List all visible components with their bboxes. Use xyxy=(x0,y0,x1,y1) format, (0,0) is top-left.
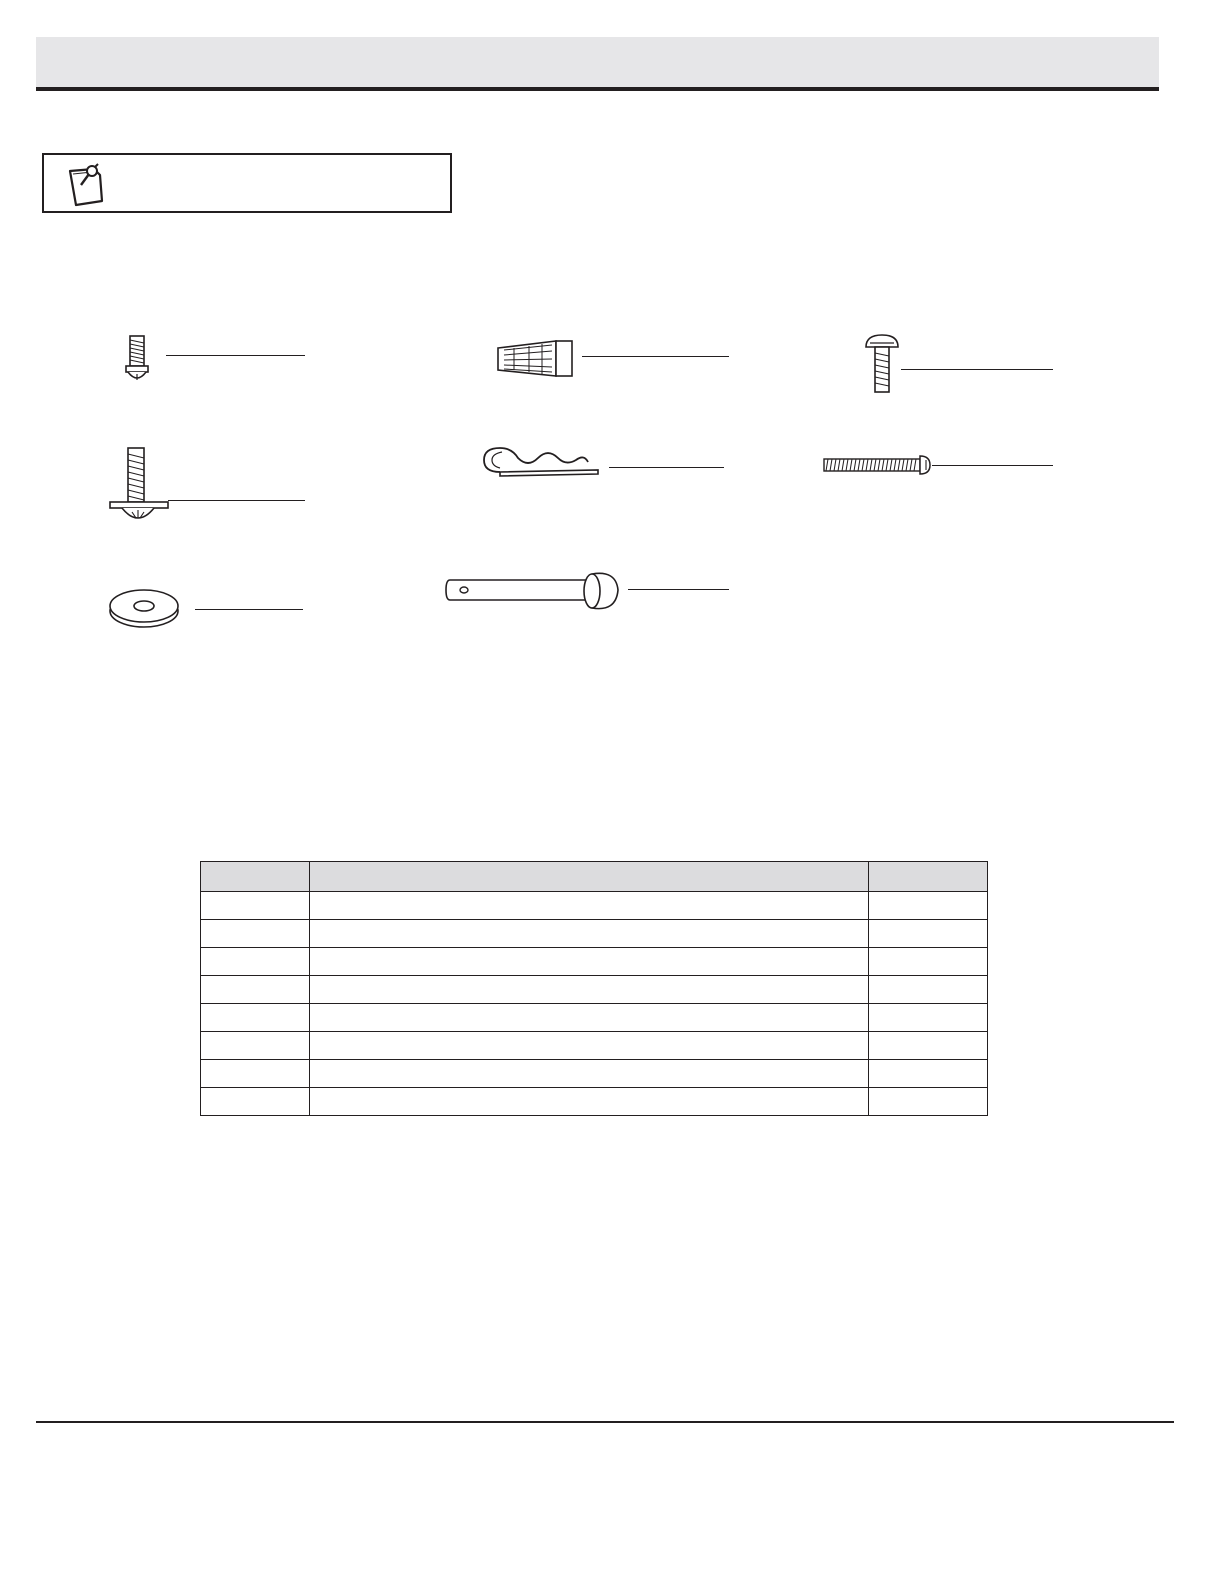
header-bar xyxy=(36,37,1159,91)
table-cell xyxy=(201,976,310,1004)
hitch-pin-clip-icon xyxy=(480,442,604,487)
table-cell xyxy=(201,892,310,920)
table-row xyxy=(201,1032,988,1060)
table-header-cell xyxy=(869,862,988,892)
table-cell xyxy=(869,892,988,920)
short-screw-with-washer-icon xyxy=(118,334,158,391)
wire-connector-icon xyxy=(494,338,576,385)
table-cell xyxy=(201,1088,310,1116)
pushpin-note-icon xyxy=(64,161,112,209)
machine-screw-icon xyxy=(862,333,902,400)
table-row xyxy=(201,892,988,920)
table-cell xyxy=(310,1088,869,1116)
hardware-table xyxy=(200,861,988,1116)
table-row xyxy=(201,1060,988,1088)
table-cell xyxy=(310,976,869,1004)
clevis-pin-icon xyxy=(444,568,624,619)
table-header-cell xyxy=(310,862,869,892)
table-cell xyxy=(310,1060,869,1088)
table-cell xyxy=(201,1004,310,1032)
table-cell xyxy=(201,1032,310,1060)
table-cell xyxy=(310,1004,869,1032)
table-row xyxy=(201,1004,988,1032)
table-cell xyxy=(201,920,310,948)
table-cell xyxy=(310,920,869,948)
table-cell xyxy=(869,920,988,948)
long-threaded-screw-icon xyxy=(822,452,934,483)
table-cell xyxy=(310,892,869,920)
note-box xyxy=(42,153,452,213)
table-cell xyxy=(869,1004,988,1032)
flat-washer-icon xyxy=(106,586,182,637)
table-cell xyxy=(310,1032,869,1060)
table-row xyxy=(201,948,988,976)
table-header-cell xyxy=(201,862,310,892)
table-row xyxy=(201,976,988,1004)
table-cell xyxy=(869,948,988,976)
long-screw-with-lock-washer-icon xyxy=(108,446,172,535)
table-cell xyxy=(201,1060,310,1088)
table-row xyxy=(201,920,988,948)
table-cell xyxy=(310,948,869,976)
table-cell xyxy=(869,976,988,1004)
table-cell xyxy=(201,948,310,976)
table-cell xyxy=(869,1088,988,1116)
table-header-row xyxy=(201,862,988,892)
footer-rule xyxy=(36,1421,1174,1423)
table-cell xyxy=(869,1032,988,1060)
table-row xyxy=(201,1088,988,1116)
table-cell xyxy=(869,1060,988,1088)
